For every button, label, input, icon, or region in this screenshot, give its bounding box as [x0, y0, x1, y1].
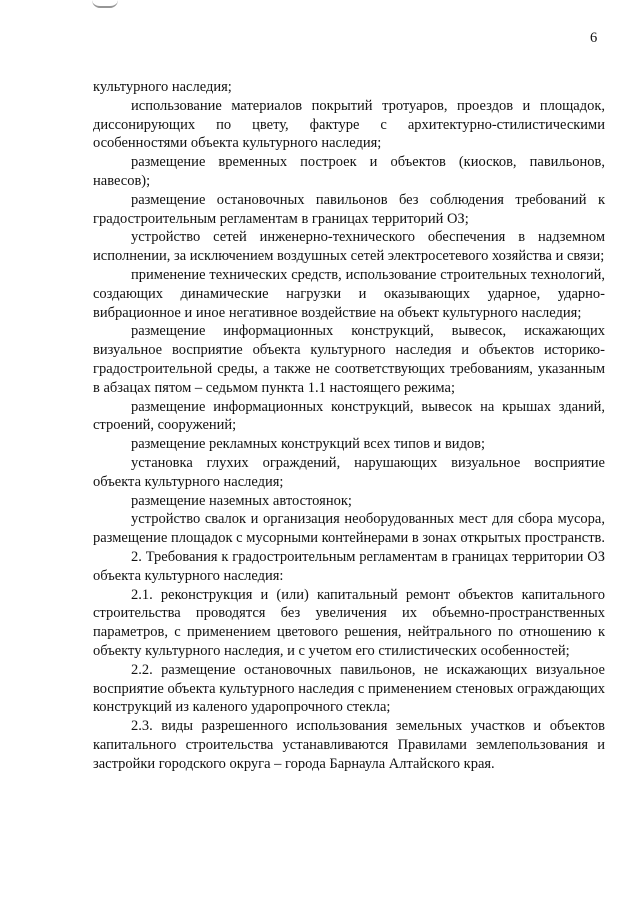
paragraph: размещение наземных автостоянок;: [131, 492, 352, 509]
paragraph: установка глухих ограждений, нарушающих визуальное восприятие объекта культурного наследия;: [93, 454, 605, 490]
paragraph: размещение информационных конструкций, вывесок, искажающих визуальное восприятие объекта культурного наследия и объектов историко-градостроительной среды, а также не соответствующих требованиям, указанным в абзацах пятом – седьмом пункта 1.1 настоящего режима;: [93, 323, 605, 396]
paragraph: применение технических средств, использование строительных технологий, создающих динамические нагрузки и оказывающих ударное, ударно-вибрационное и иное негативное воздействие на объект культурного наследия;: [93, 266, 605, 321]
paragraph: культурного наследия;: [93, 79, 232, 95]
paragraph: 2.3. виды разрешенного использования земельных участков и объектов капитального строительства устанавливаются Правилами землепользования и застройки городского округа – города Барнаула Алтайского края.: [93, 718, 605, 772]
page-number: 6: [590, 30, 598, 46]
scan-artifact: [92, 0, 118, 8]
paragraph: устройство сетей инженерно-технического обеспечения в надземном исполнении, за исключением воздушных сетей электросетевого хозяйства и связи;: [93, 229, 605, 265]
paragraph: 2.1. реконструкция и (или) капитальный ремонт объектов капитального строительства проводятся без увеличения их объемно-пространственных параметров, с применением цветового решения, нейтрального по отношению к объекту культурного наследия, и с учетом его стилистических особенностей;: [93, 586, 605, 659]
paragraph: использование материалов покрытий тротуаров, проездов и площадок, диссонирующих по цвету, фактуре с архитектурно-стилистическими особенностями объекта культурного наследия;: [93, 97, 605, 152]
section-heading: 2. Требования к градостроительным регламентам в границах территории ОЗ объекта культурного наследия:: [93, 548, 605, 584]
paragraph: размещение остановочных павильонов без соблюдения требований к градостроительным регламентам в границах территорий ОЗ;: [93, 191, 605, 227]
paragraph: размещение информационных конструкций, вывесок на крышах зданий, строений, сооружений;: [93, 398, 605, 434]
document-body: [93, 78, 605, 773]
paragraph: 2.2. размещение остановочных павильонов, не искажающих визуальное восприятие объекта культурного наследия с применением стеновых ограждающих конструкций из каленого ударопрочного стекла;: [93, 661, 605, 716]
paragraph: размещение рекламных конструкций всех типов и видов;: [131, 436, 486, 453]
paragraph: размещение временных построек и объектов (киосков, павильонов, навесов);: [93, 154, 605, 189]
paragraph: устройство свалок и организация необорудованных мест для сбора мусора, размещение площадок с мусорными контейнерами в зонах открытых пространств.: [93, 511, 606, 547]
